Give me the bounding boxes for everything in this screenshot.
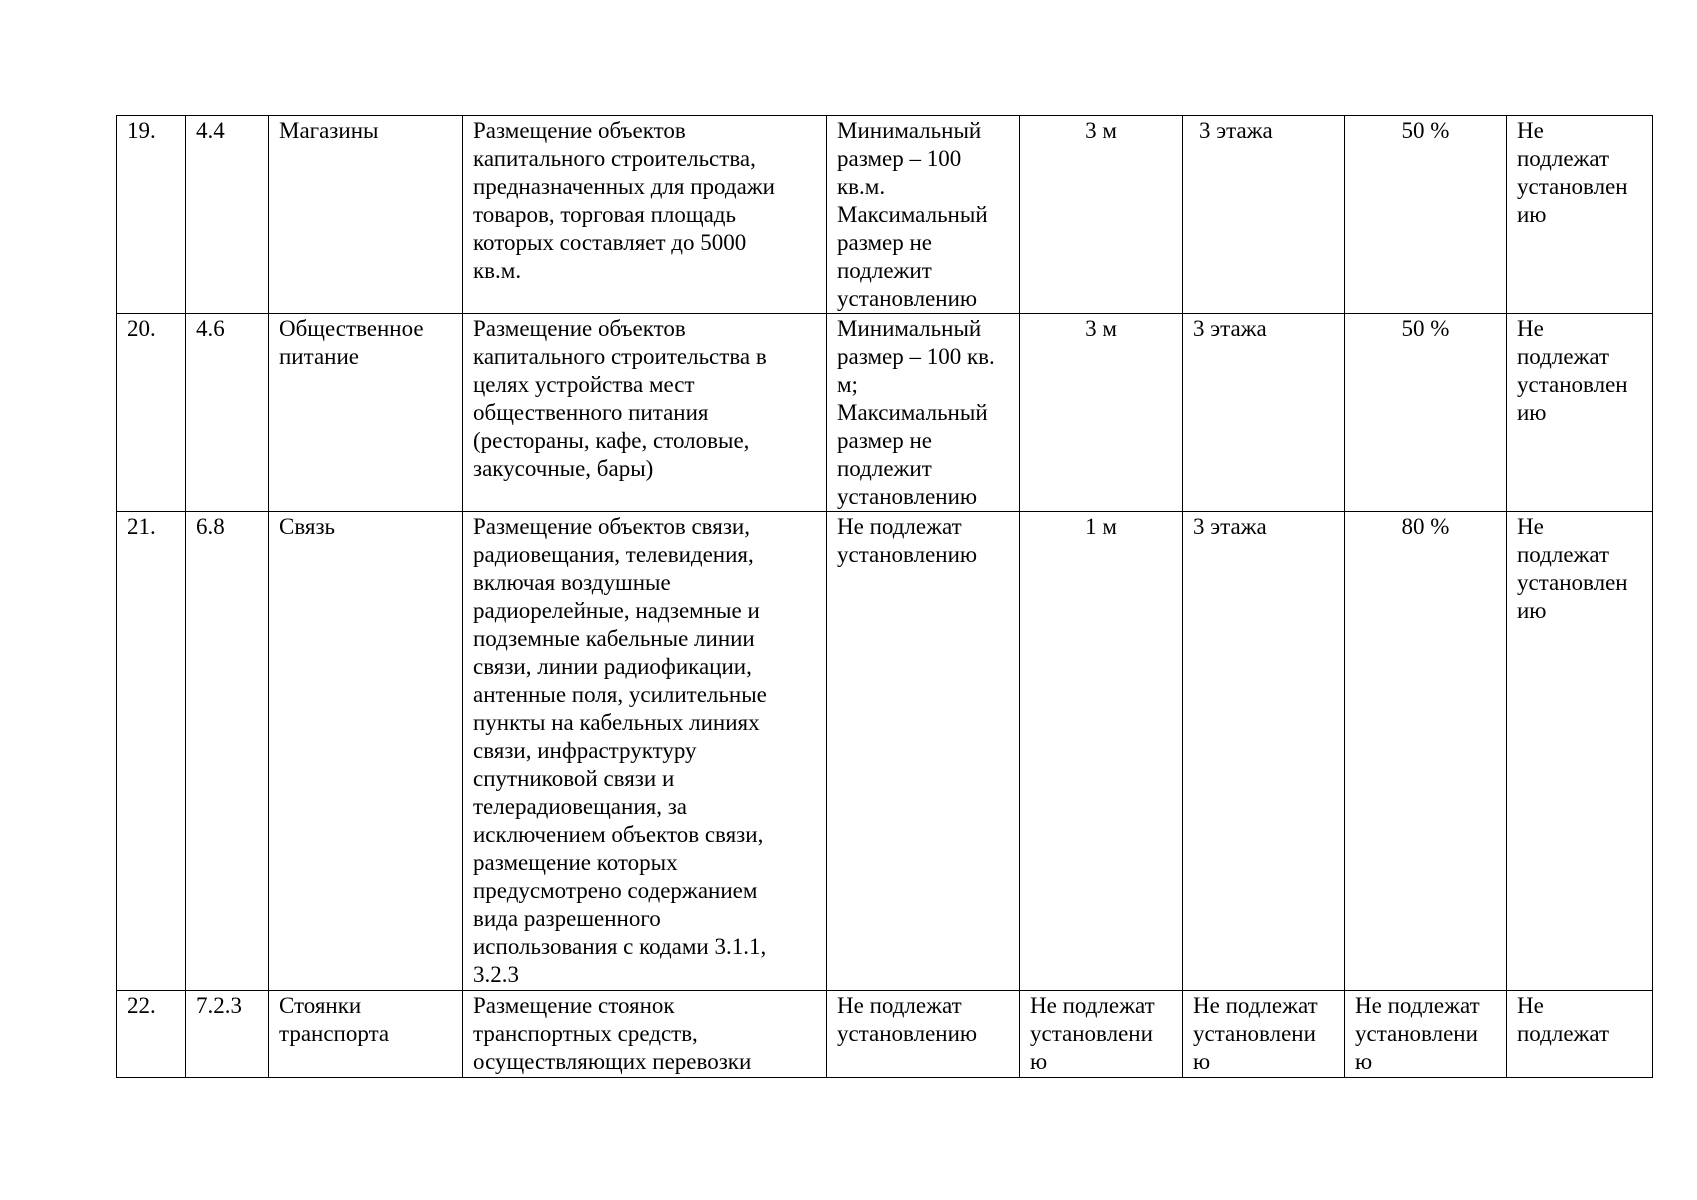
setback-cell: 3 м — [1020, 314, 1183, 512]
table-row — [117, 314, 1653, 512]
coverage-percent-cell: 50 % — [1345, 116, 1507, 314]
use-name-cell: Общественное питание — [269, 314, 463, 512]
use-description-cell: Размещение стоянок транспортных средств, осуществляющих перевозки — [463, 991, 827, 1078]
use-name-cell: Магазины — [269, 116, 463, 314]
use-code-cell: 4.4 — [186, 116, 269, 314]
coverage-percent-cell: 80 % — [1345, 512, 1507, 991]
setback-cell: 1 м — [1020, 512, 1183, 991]
land-use-table — [116, 115, 1653, 1078]
setback-cell: 3 м — [1020, 116, 1183, 314]
other-params-cell: Не подлежат установлен ию — [1507, 116, 1653, 314]
use-name-cell: Стоянки транспорта — [269, 991, 463, 1078]
plot-size-cell: Минимальный размер – 100 кв. м; Максимальный размер не подлежит установлению — [827, 314, 1020, 512]
coverage-percent-cell: Не подлежат установлени ю — [1345, 991, 1507, 1078]
use-description-cell: Размещение объектов капитального строительства в целях устройства мест общественного питания (рестораны, кафе, столовые, закусочные, бары) — [463, 314, 827, 512]
row-number-cell: 19. — [117, 116, 186, 314]
table-row — [117, 991, 1653, 1078]
table-row — [117, 512, 1653, 991]
row-number-cell: 20. — [117, 314, 186, 512]
use-description-cell: Размещение объектов капитального строительства, предназначенных для продажи товаров, торговая площадь которых составляет до 5000 кв.м. — [463, 116, 827, 314]
row-number-cell: 21. — [117, 512, 186, 991]
other-params-cell: Не подлежат установлен ию — [1507, 512, 1653, 991]
coverage-percent-cell: 50 % — [1345, 314, 1507, 512]
table-row — [117, 116, 1653, 314]
row-number-cell: 22. — [117, 991, 186, 1078]
use-description-cell: Размещение объектов связи, радиовещания, телевидения, включая воздушные радиорелейные, надземные и подземные кабельные линии связи, линии радиофикации, антенные поля, усилительные пункты на кабельных линиях связи, инфраструктуру спутниковой связи и телерадиовещания, за исключением объектов связи, размещение которых предусмотрено содержанием вида разрешенного использования с кодами 3.1.1, 3.2.3 — [463, 512, 827, 991]
other-params-cell: Не подлежат установлен ию — [1507, 314, 1653, 512]
other-params-cell: Не подлежат — [1507, 991, 1653, 1078]
use-code-cell: 7.2.3 — [186, 991, 269, 1078]
plot-size-cell: Не подлежат установлению — [827, 512, 1020, 991]
use-name-cell: Связь — [269, 512, 463, 991]
floors-cell: Не подлежат установлени ю — [1183, 991, 1345, 1078]
plot-size-cell: Минимальный размер – 100 кв.м. Максимальный размер не подлежит установлению — [827, 116, 1020, 314]
use-code-cell: 6.8 — [186, 512, 269, 991]
floors-cell: 3 этажа — [1183, 512, 1345, 991]
plot-size-cell: Не подлежат установлению — [827, 991, 1020, 1078]
floors-cell: 3 этажа — [1183, 314, 1345, 512]
use-code-cell: 4.6 — [186, 314, 269, 512]
floors-cell: 3 этажа — [1183, 116, 1345, 314]
setback-cell: Не подлежат установлени ю — [1020, 991, 1183, 1078]
